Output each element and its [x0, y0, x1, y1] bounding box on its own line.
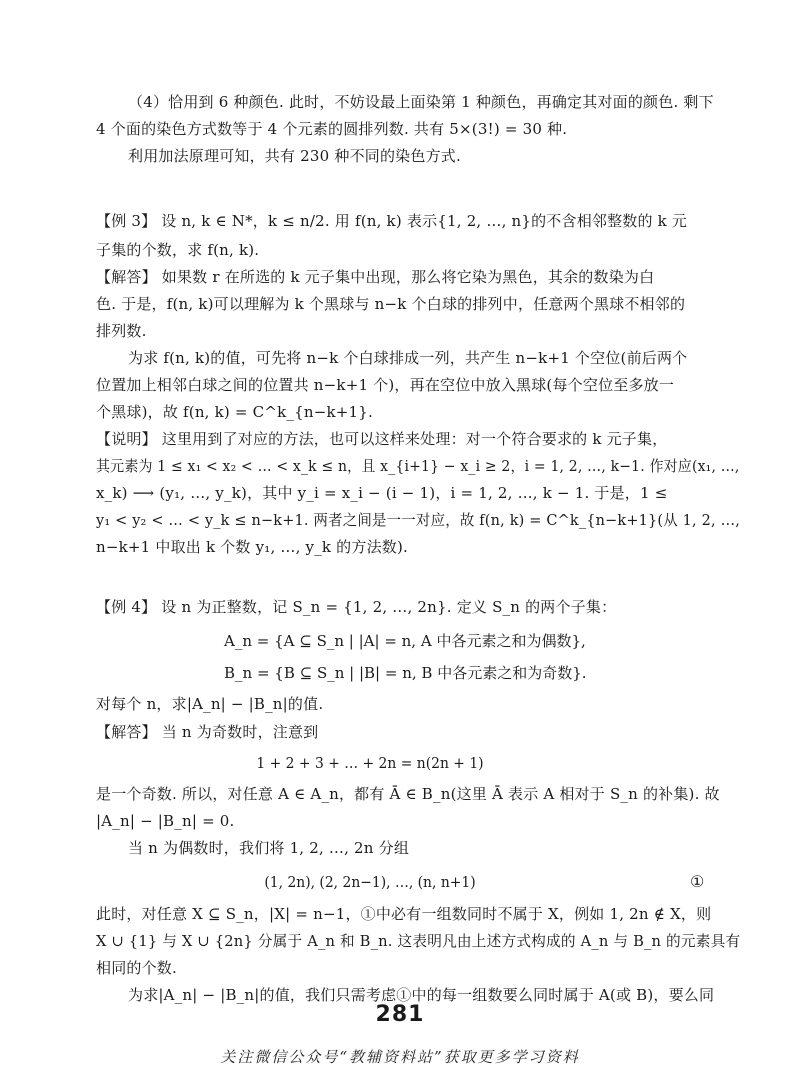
text-line: 当 n 为偶数时，我们将 1, 2, …, 2n 分组	[128, 839, 410, 857]
formula-sum: 1 + 2 + 3 + … + 2n = n(2n + 1)	[256, 754, 484, 772]
text-line: 为求|A_n| − |B_n|的值，我们只需考虑①中的每一组数要么同时属于 A(或 B)，要么同	[128, 986, 715, 1004]
footer-note: 关注微信公众号“教辅资料站”获取更多学习资料	[220, 1048, 580, 1066]
example-3-heading: 【例 3】 设 n, k ∈ N*，k ≤ n/2. 用 f(n, k) 表示{1, 2, …, n}的不含相邻整数的 k 元	[96, 212, 688, 230]
text-line: 子集的个数，求 f(n, k).	[96, 241, 260, 259]
text-line: （4）恰用到 6 种颜色. 此时，不妨设最上面染第 1 种颜色，再确定其对面的颜色. 剩下	[128, 93, 714, 111]
text-line: 是一个奇数. 所以，对任意 A ∈ A_n，都有 Ā ∈ B_n(这里 Ā 表示 A 相对于 S_n 的补集). 故	[96, 785, 720, 803]
text-line: 位置加上相邻白球之间的位置共 n−k+1 个)，再在空位中放入黑球(每个空位至多放一	[96, 376, 675, 394]
page-number: 281	[375, 1002, 425, 1027]
remark-heading: 【说明】 这里用到了对应的方法，也可以这样来处理：对一个符合要求的 k 元子集，	[96, 430, 668, 448]
solution-heading: 【解答】 如果数 r 在所选的 k 元子集中出现，那么将它染为黑色，其余的数染为白	[96, 268, 655, 286]
text-line: y₁ < y₂ < … < y_k ≤ n−k+1. 两者之间是一一对应，故 f(n, k) = C^k_{n−k+1}(从 1, 2, …,	[96, 511, 741, 529]
text-line: 为求 f(n, k)的值，可先将 n−k 个白球排成一列，共产生 n−k+1 个空位(前后两个	[128, 349, 688, 367]
text-line: 其元素为 1 ≤ x₁ < x₂ < … < x_k ≤ n，且 x_{i+1} − x_i ≥ 2，i = 1, 2, …, k−1. 作对应(x₁, …,	[96, 457, 740, 475]
text-line: 对每个 n，求|A_n| − |B_n|的值.	[96, 695, 324, 713]
example-4-heading: 【例 4】 设 n 为正整数，记 S_n = {1, 2, …, 2n}. 定义 S_n 的两个子集：	[96, 598, 617, 616]
formula-pairs: (1, 2n), (2, 2n−1), …, (n, n+1)	[264, 873, 476, 891]
text-line: |A_n| − |B_n| = 0.	[96, 812, 235, 830]
text-line: 色. 于是，f(n, k)可以理解为 k 个黑球与 n−k 个白球的排列中，任意两个黑球不相邻的	[96, 295, 686, 313]
formula-b-n: B_n = {B ⊆ S_n | |B| = n, B 中各元素之和为奇数}.	[224, 664, 587, 682]
text-line: 此时，对任意 X ⊆ S_n，|X| = n−1，①中必有一组数同时不属于 X，例如 1, 2n ∉ X，则	[96, 905, 712, 923]
text-line: 个黑球)，故 f(n, k) = C^k_{n−k+1}.	[96, 403, 373, 421]
formula-a-n: A_n = {A ⊆ S_n | |A| = n, A 中各元素之和为偶数},	[224, 632, 586, 650]
text-line: 利用加法原理可知，共有 230 种不同的染色方式.	[128, 147, 461, 165]
equation-marker: ①	[690, 872, 705, 891]
text-line: X ∪ {1} 与 X ∪ {2n} 分属于 A_n 和 B_n. 这表明凡由上述方式构成的 A_n 与 B_n 的元素具有	[96, 932, 741, 950]
solution-heading: 【解答】 当 n 为奇数时，注意到	[96, 723, 319, 741]
text-line: x_k) ⟶ (y₁, …, y_k)，其中 y_i = x_i − (i − 1)，i = 1, 2, …, k − 1. 于是，1 ≤	[96, 484, 668, 502]
text-line: 相同的个数.	[96, 959, 177, 977]
text-line: 排列数.	[96, 322, 147, 340]
text-line: 4 个面的染色方式数等于 4 个元素的圆排列数. 共有 5×(3!) = 30 种.	[96, 120, 568, 138]
text-line: n−k+1 中取出 k 个数 y₁, …, y_k 的方法数).	[96, 538, 409, 556]
